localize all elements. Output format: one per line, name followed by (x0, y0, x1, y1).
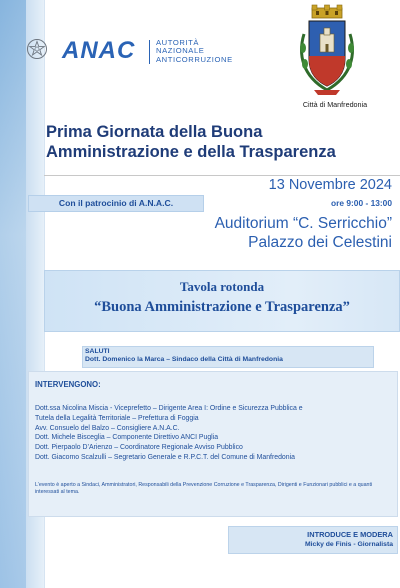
event-title (46, 122, 386, 162)
title-divider (44, 175, 400, 176)
city-caption: Città di Manfredonia (302, 100, 368, 109)
moderator-heading: INTRODUCE E MODERA (307, 530, 393, 539)
anac-line-2: NAZIONALE (156, 46, 205, 56)
anac-logo-text: ANAC (62, 37, 136, 64)
speakers-panel (28, 371, 398, 517)
list-item: Dott. Giacomo Scalzulli – Segretario Generale e R.P.C.T. del Comune di Manfredonia (35, 453, 295, 461)
round-table-panel (44, 270, 400, 332)
greetings-panel (82, 346, 374, 368)
event-title-line-2: Amministrazione e della Trasparenza (46, 143, 336, 161)
event-date: 13 Novembre 2024 (268, 177, 392, 193)
patronage-badge: Con il patrocinio di A.N.A.C. (28, 195, 204, 212)
list-item: Dott.ssa Nicolina Miscia - Viceprefetto – Dirigente Area I: Ordine e Sicurezza Pubblica e (35, 405, 303, 412)
anac-logo-subtitle (156, 39, 233, 64)
anac-line-1: AUTORITÀ (156, 38, 200, 47)
greetings-heading: SALUTI (85, 348, 110, 355)
list-item: Dott. Pierpaolo D’Arienzo – Coordinatore Regionale Avviso Pubblico (35, 444, 243, 452)
audience-note: L’evento è aperto a Sindaci, Amministratori, Responsabili della Prevenzione Corruzione e Trasparenza, Dirigenti e Funzionari pubblici e a quanti interessati al tema. (35, 482, 373, 496)
italian-emblem-icon (26, 38, 48, 60)
speakers-list (35, 404, 391, 463)
anac-line-3: ANTICORRUZIONE (156, 54, 233, 64)
list-item: Avv. Consuelo del Balzo – Consigliere A.N.A.C. (35, 424, 180, 432)
round-table-label: Tavola rotonda (179, 279, 265, 294)
moderator-name: Micky de Finis - Giornalista (304, 541, 393, 548)
event-time: ore 9:00 - 13:00 (331, 198, 392, 208)
moderator-panel (228, 526, 398, 554)
event-title-line-1: Prima Giornata della Buona (46, 123, 263, 141)
city-crest-icon (296, 4, 358, 98)
round-table-topic: “Buona Amministrazione e Trasparenza” (94, 299, 350, 315)
list-item: Dott. Michele Bisceglia – Componente Direttivo ANCI Puglia (35, 434, 219, 442)
event-venue (170, 214, 392, 252)
speakers-heading: INTERVENGONO: (35, 380, 101, 389)
venue-line-1: Auditorium “C. Serricchio” (214, 215, 392, 232)
list-item: Tutela della Legalità Territoriale – Prefettura di Foggia (35, 414, 199, 422)
greetings-text: Dott. Domenico la Marca – Sindaco della Città di Manfredonia (85, 356, 283, 363)
left-decorative-band-inner (0, 0, 26, 588)
anac-logo-divider (149, 40, 150, 64)
venue-line-2: Palazzo dei Celestini (248, 234, 392, 251)
